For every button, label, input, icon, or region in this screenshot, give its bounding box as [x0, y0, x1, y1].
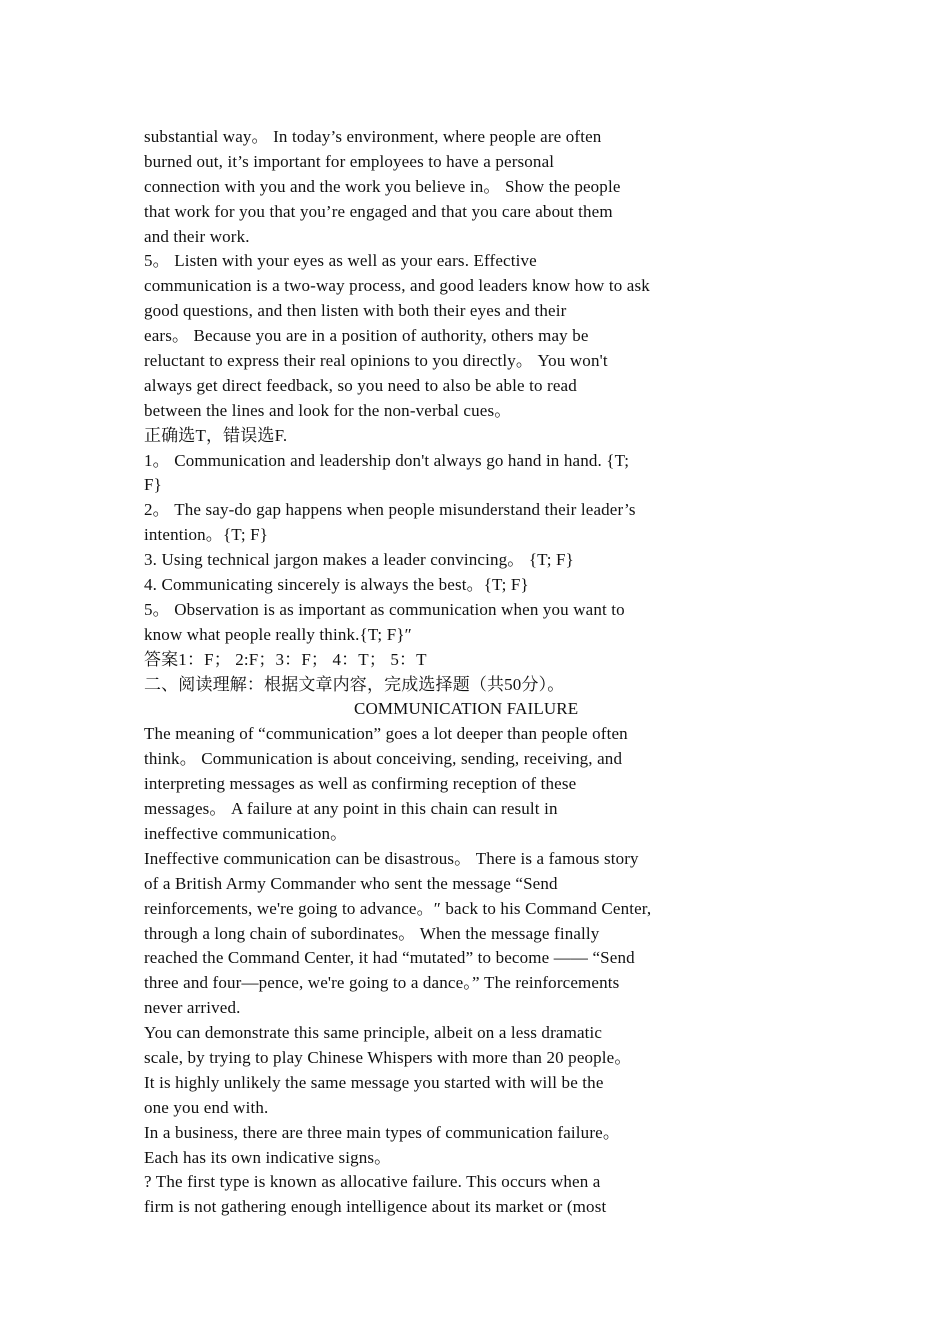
text-line: one you end with. [144, 1097, 269, 1117]
text-line: Ineffective communication can be disastrous。 There is a famous story [144, 848, 639, 868]
text-line: of a British Army Commander who sent the message “Send [144, 873, 558, 893]
question-line: know what people really think.{T; F}″ [144, 624, 412, 644]
question-line: F} [144, 475, 162, 495]
text-line: Each has its own indicative signs。 [144, 1147, 392, 1167]
text-line: reluctant to express their real opinions to you directly。 You won't [144, 351, 608, 371]
text-line: It is highly unlikely the same message you started with will be the [144, 1072, 604, 1092]
question-line: 1。 Communication and leadership don't always go hand in hand. {T; [144, 450, 630, 470]
text-line: good questions, and then listen with both their eyes and their [144, 301, 567, 321]
answer-key: 答案1：F； 2:F；3：F； 4：T； 5：T [144, 649, 427, 669]
text-line: You can demonstrate this same principle, albeit on a less dramatic [144, 1023, 603, 1043]
section-heading: 二、阅读理解：根据文章内容，完成选择题（共50分）。 [144, 674, 565, 694]
document-page [144, 125, 810, 1220]
text-line: think。 Communication is about conceiving, sending, receiving, and [144, 749, 623, 769]
question-line: 3. Using technical jargon makes a leader convincing。 {T; F} [144, 550, 574, 570]
text-line: ? The first type is known as allocative failure. This occurs when a [144, 1172, 601, 1192]
text-line: never arrived. [144, 998, 241, 1018]
text-line: substantial way。 In today’s environment, where people are often [144, 127, 602, 146]
text-line: and their work. [144, 226, 250, 246]
text-line: between the lines and look for the non-verbal cues。 [144, 400, 512, 420]
text-line: messages。 A failure at any point in this chain can result in [144, 799, 558, 819]
passage-title: COMMUNICATION FAILURE [354, 699, 579, 719]
text-line: always get direct feedback, so you need to also be able to read [144, 375, 577, 395]
text-line: ears。 Because you are in a position of authority, others may be [144, 326, 589, 346]
text-line: reinforcements, we're going to advance。″ back to his Command Center, [144, 898, 652, 918]
text-line: 5。 Listen with your eyes as well as your ears. Effective [144, 251, 537, 271]
question-line: 4. Communicating sincerely is always the best。{T; F} [144, 575, 529, 595]
text-line: interpreting messages as well as confirming reception of these [144, 774, 577, 794]
text-line: reached the Command Center, it had “mutated” to become —— “Send [144, 948, 635, 968]
text-line: through a long chain of subordinates。 When the message finally [144, 923, 600, 943]
question-line: intention。{T; F} [144, 525, 269, 545]
text-line: burned out, it’s important for employees to have a personal [144, 151, 555, 171]
text-line: three and four—pence, we're going to a dance。” The reinforcements [144, 973, 620, 993]
instruction-line: 正确选T，错误选F. [144, 425, 288, 445]
text-line: firm is not gathering enough intelligence about its market or (most [144, 1197, 607, 1217]
question-line: 2。 The say-do gap happens when people misunderstand their leader’s [144, 500, 636, 520]
text-line: ineffective communication。 [144, 823, 348, 843]
text-line: communication is a two-way process, and good leaders know how to ask [144, 276, 650, 296]
text-line: connection with you and the work you believe in。 Show the people [144, 176, 621, 196]
text-line: In a business, there are three main types of communication failure。 [144, 1122, 620, 1142]
text-line: scale, by trying to play Chinese Whispers with more than 20 people。 [144, 1047, 632, 1067]
text-line: The meaning of “communication” goes a lot deeper than people often [144, 724, 628, 744]
question-line: 5。 Observation is as important as communication when you want to [144, 599, 625, 619]
text-line: that work for you that you’re engaged and that you care about them [144, 201, 613, 221]
